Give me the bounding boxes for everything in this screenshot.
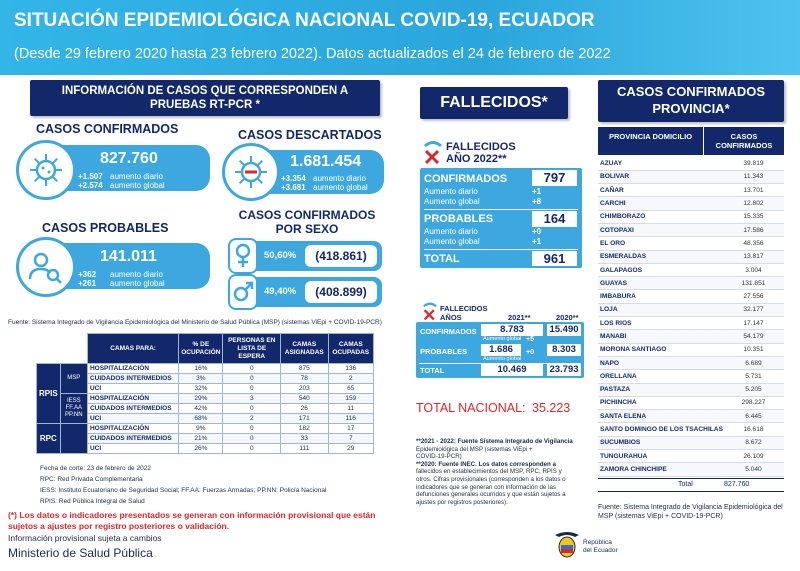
camas-type: CUIDADOS INTERMEDIOS: [87, 434, 178, 444]
camas-note-0: Fecha de corte: 23 de febrero de 2022: [40, 465, 151, 472]
camas-assigned: 111: [281, 444, 328, 454]
f22-total-value: 961: [532, 251, 577, 266]
f22-p-diario-label: Aumento diario: [424, 227, 478, 236]
probables-daily: +362: [78, 270, 97, 279]
camas-type: CUIDADOS INTERMEDIOS: [87, 404, 178, 414]
camas-assigned: 33: [281, 434, 328, 444]
fallecidos-years-title-2: AÑOS: [440, 313, 462, 322]
probables-global: +261: [78, 279, 97, 288]
provincia-casos: 3.004: [723, 263, 784, 276]
provincia-name: LOJA: [598, 303, 723, 316]
camas-wait: 0: [223, 364, 281, 374]
provincia-casos: 48.356: [723, 237, 784, 250]
fy-t2021: 10.469: [481, 364, 543, 376]
fy-p2021: 1.686: [481, 344, 521, 356]
camas-header-row: [37, 334, 374, 364]
provincia-casos: 298.227: [723, 396, 784, 409]
total-nacional-label: TOTAL NACIONAL:: [416, 401, 526, 415]
camas-assigned: 171: [281, 414, 328, 424]
provincia-name: ESMERALDAS: [598, 250, 723, 263]
provincia-casos: 54.179: [723, 330, 784, 343]
descartados-daily-label: aumento diario: [313, 174, 366, 183]
years-col-2021: 2021**: [508, 313, 531, 322]
camas-assigned: 182: [281, 424, 328, 434]
page-subtitle: (Desde 29 febrero 2020 hasta 23 febrero 2022). Datos actualizados el 24 de febrero de 2022: [14, 46, 611, 62]
casos-col-header: CASOS CONFIRMADOS: [704, 127, 784, 155]
camas-row: [37, 374, 374, 384]
provincia-row: [598, 290, 784, 303]
camas-header-pct: % DE OCUPACIÓN: [179, 334, 223, 364]
provincia-row: [598, 263, 784, 276]
deceased-years-icon: [420, 301, 440, 321]
fallecidos-banner: FALLECIDOS*: [420, 87, 568, 119]
provincia-casos: 5.205: [723, 383, 784, 396]
provincia-name: MORONA SANTIAGO: [598, 343, 723, 356]
provincia-casos: 5.040: [723, 463, 784, 476]
camas-row: [37, 364, 374, 374]
fy-confirmados-label: CONFIRMADOS: [420, 327, 477, 336]
fallecidos-notes: [416, 438, 591, 506]
provincia-row: [598, 370, 784, 383]
camas-type: HOSPITALIZACIÓN: [87, 364, 178, 374]
provincia-row: [598, 157, 784, 170]
female-icon-box: [228, 238, 258, 274]
f22-c-diario-label: Aumento diario: [424, 187, 478, 196]
probables-daily-label: aumento diario: [110, 270, 163, 279]
provincia-row: [598, 410, 784, 423]
camas-group-label: MSP: [60, 364, 87, 394]
confirmados-global-label: aumento global: [110, 181, 165, 190]
provincia-casos: 13.817: [723, 250, 784, 263]
logo-line2: del Ecuador: [583, 547, 618, 554]
camas-header-wait: PERSONAS EN LISTA DE ESPERA: [223, 334, 281, 364]
camas-assigned: 203: [281, 384, 328, 394]
f22-c-global-value: +8: [532, 197, 542, 206]
camas-row: [37, 404, 374, 414]
fy-probables-label: PROBABLES: [420, 347, 468, 356]
deceased-icon: [420, 139, 446, 165]
provincia-casos: 8.672: [723, 436, 784, 449]
provincia-row: [598, 303, 784, 316]
fallecidos-note-line: otros. Cifras provisionales (corresponden a los datos o: [416, 475, 566, 483]
descartados-title: CASOS DESCARTADOS: [238, 128, 382, 142]
camas-type: HOSPITALIZACIÓN: [87, 424, 178, 434]
probables-title: CASOS PROBABLES: [42, 221, 169, 235]
provincia-total-label: Total: [678, 481, 693, 488]
fallecidos-2022-title-2: AÑO 2022**: [446, 153, 507, 165]
confirmados-icon-circle: [16, 140, 76, 200]
fy-t2020: 23.793: [547, 364, 581, 376]
provincia-casos: 26.109: [723, 450, 784, 463]
provincia-casos: 6.689: [723, 356, 784, 369]
years-col-2020: 2020**: [556, 313, 579, 322]
provincia-name: PICHINCHA: [598, 396, 723, 409]
provincia-name: CAÑAR: [598, 184, 723, 197]
f22-confirmados-label: CONFIRMADOS: [424, 173, 508, 185]
camas-occupied: 29: [328, 444, 373, 454]
camas-header-type: CAMAS PARA:: [87, 334, 178, 364]
camas-row: [37, 434, 374, 444]
camas-assigned: 540: [281, 394, 328, 404]
provincia-casos: 10.351: [723, 343, 784, 356]
provincia-row: [598, 356, 784, 369]
camas-wait: 0: [223, 384, 281, 394]
confirmados-title: CASOS CONFIRMADOS: [36, 122, 179, 136]
sexo-title: CASOS CONFIRMADOS POR SEXO: [238, 208, 376, 236]
fy-p2020: 8.303: [547, 344, 581, 356]
rtpcr-source: Fuente: Sistema Integrado de Vigilancia Epidemiológica del Ministerio de Salud Pública (MSP) (sistemas ViEpi + COVID-19-PCR): [8, 319, 382, 326]
confirmados-daily-label: aumento diario: [110, 172, 163, 181]
camas-table: [36, 333, 374, 454]
provincia-casos: 131.851: [723, 277, 784, 290]
rtpcr-banner: INFORMACIÓN DE CASOS QUE CORRESPONDEN A PRUEBAS RT-PCR *: [30, 80, 380, 116]
camas-note-3: RPIS: Red Pública Integral de Salud: [40, 498, 145, 505]
provincia-name: ZAMORA CHINCHIPE: [598, 463, 723, 476]
camas-occupied: 7: [328, 434, 373, 444]
camas-wait: 0: [223, 404, 281, 414]
provincia-casos: 12.802: [723, 197, 784, 210]
fy-c2021-sub: Aumento global: [483, 336, 522, 342]
male-value: 408.899: [319, 285, 363, 299]
camas-note-1: RPC: Red Privada Complementaria: [40, 476, 143, 483]
ministry-name: Ministerio de Salud Pública: [8, 546, 153, 560]
camas-header-assigned: CAMAS ASIGNADAS: [281, 334, 328, 364]
provincia-casos: 15.335: [723, 210, 784, 223]
fy-p2021-inc: +0: [526, 349, 534, 356]
camas-pct: 26%: [179, 444, 223, 454]
camas-assigned: 26: [281, 404, 328, 414]
person-search-icon: [26, 247, 66, 287]
camas-row: [37, 424, 374, 434]
camas-type: UCI: [87, 384, 178, 394]
provincia-name: PASTAZA: [598, 383, 723, 396]
provincia-total-row: [598, 478, 784, 492]
disclaimer-line1: (*) Los datos o indicadores presentados se generan con información provisional que están: [8, 510, 376, 520]
fallecidos-note-line: **2021 - 2022: Fuente Sistema Integrado de Vigilancia: [416, 438, 573, 445]
f22-probables-label: PROBABLES: [424, 213, 494, 225]
provincia-casos: 39.819: [723, 157, 784, 170]
camas-pct: 68%: [179, 414, 223, 424]
provincia-row: [598, 463, 784, 476]
provincia-casos: 11.343: [723, 170, 784, 183]
camas-occupied: 116: [328, 414, 373, 424]
confirmados-value: 827.760: [100, 150, 158, 167]
fallecidos-2022-title-1: FALLECIDOS: [446, 141, 516, 153]
fallecidos-note-line: indicadores que se generan con información de las: [416, 483, 556, 491]
provincia-total-value: 827.760: [724, 481, 750, 488]
provincia-name: MANABI: [598, 330, 723, 343]
camas-occupied: 159: [328, 394, 373, 404]
camas-row: [37, 444, 374, 454]
provincia-casos: 32.177: [723, 303, 784, 316]
camas-type: CUIDADOS INTERMEDIOS: [87, 374, 178, 384]
provincia-row: [598, 197, 784, 210]
male-icon-box: [228, 274, 258, 310]
camas-pct: 29%: [179, 394, 223, 404]
provincia-name: IMBABURA: [598, 290, 723, 303]
provincia-name: AZUAY: [598, 157, 723, 170]
camas-occupied: 65: [328, 384, 373, 394]
provincia-row: [598, 343, 784, 356]
f22-confirmados-value: 797: [532, 170, 577, 186]
virus-icon: [26, 150, 66, 190]
probables-global-label: aumento global: [110, 279, 165, 288]
provincia-name: LOS RIOS: [598, 317, 723, 330]
disclaimer-line3: Información provisional sujeta a cambios: [8, 533, 162, 543]
provincia-name: CARCHI: [598, 197, 723, 210]
probables-icon-circle: [16, 237, 76, 297]
provincia-casos: 6.445: [723, 410, 784, 423]
fy-c2020: 15.490: [547, 324, 581, 336]
camas-assigned: 78: [281, 374, 328, 384]
f22-p-diario-value: +0: [532, 227, 542, 236]
fallecidos-years-title-1: FALLECIDOS: [440, 304, 488, 313]
f22-p-global-value: +1: [532, 237, 542, 246]
camas-group-label: IESS FF.AA PP.NN: [60, 394, 87, 424]
provincia-row: [598, 223, 784, 236]
probables-value: 141.011: [100, 248, 157, 265]
provincia-row: [598, 436, 784, 449]
provincia-row: [598, 383, 784, 396]
confirmados-global: +2.574: [78, 181, 103, 190]
camas-wait: 0: [223, 424, 281, 434]
camas-occupied: 2: [328, 374, 373, 384]
fy-c2021-inc: +5: [526, 336, 534, 343]
virus-minus-icon: [231, 152, 271, 192]
provincia-name: SUCUMBIOS: [598, 436, 723, 449]
provincia-row: [598, 317, 784, 330]
camas-row: [37, 394, 374, 404]
provincia-name: ORELLANA: [598, 370, 723, 383]
disclaimer-line2: sujetos a ajustes por registro posteriores o validación.: [8, 521, 230, 531]
fallecidos-note-line: COVID-19-PCR): [416, 453, 462, 461]
descartados-global: +3.681: [281, 183, 306, 192]
camas-group-label: [60, 424, 87, 454]
provincia-casos: 27.556: [723, 290, 784, 303]
female-pct: 50,60%: [264, 250, 297, 261]
descartados-value: 1.681.454: [290, 153, 362, 170]
male-icon: [232, 281, 254, 303]
descartados-global-label: aumento global: [313, 183, 368, 192]
camas-wait: 3: [223, 394, 281, 404]
provincia-col-header: PROVINCIA DOMICILIO: [598, 127, 703, 155]
camas-wait: 0: [223, 434, 281, 444]
fy-total-label: TOTAL: [420, 366, 445, 375]
camas-occupied: 17: [328, 424, 373, 434]
coat-of-arms-icon: [553, 529, 581, 561]
female-value: 418.861: [319, 249, 363, 263]
camas-assigned: 875: [281, 364, 328, 374]
provincia-row: [598, 277, 784, 290]
provincia-row: [598, 184, 784, 197]
camas-wait: 2: [223, 414, 281, 424]
camas-row: [37, 414, 374, 424]
provincia-name: SANTO DOMINGO DE LOS TSACHILAS: [598, 423, 723, 436]
descartados-icon-circle: [222, 143, 280, 201]
provincia-row: [598, 396, 784, 409]
confirmados-daily: +1.507: [78, 172, 103, 181]
provincia-row: [598, 450, 784, 463]
fallecidos-note-line: Epidemiológica del MSP (sistemas ViEpi +: [416, 445, 533, 453]
provincia-casos: 17.586: [723, 223, 784, 236]
provincia-name: COTOPAXI: [598, 223, 723, 236]
fallecidos-note-line: **2020: Fuente INEC. Los datos corresponden a: [416, 460, 556, 468]
provincia-row: [598, 250, 784, 263]
female-icon: [233, 243, 253, 269]
provincia-row: [598, 330, 784, 343]
f22-total-label: TOTAL: [424, 253, 460, 265]
provincia-name: EL ORO: [598, 237, 723, 250]
provincia-row: [598, 237, 784, 250]
camas-occupied: 136: [328, 364, 373, 374]
provincia-name: NAPO: [598, 356, 723, 369]
camas-type: UCI: [87, 414, 178, 424]
provincia-name: GALAPAGOS: [598, 263, 723, 276]
camas-pct: 16%: [179, 364, 223, 374]
f22-c-global-label: Aumento global: [424, 197, 480, 206]
provincia-banner: CASOS CONFIRMADOS PROVINCIA*: [598, 80, 784, 122]
provincia-table: [598, 157, 784, 477]
provincia-name: BOLIVAR: [598, 170, 723, 183]
male-value-box: ( 408.899 ): [305, 281, 377, 303]
fallecidos-note-line: fallecidos en establecimientos del MSP, RPC, RPIS y: [416, 468, 562, 476]
f22-c-diario-value: +1: [532, 187, 542, 196]
provincia-casos: 17.147: [723, 317, 784, 330]
female-value-box: ( 418.861 ): [305, 245, 377, 267]
provincia-casos: 16.618: [723, 423, 784, 436]
provincia-casos: 5.731: [723, 370, 784, 383]
camas-type: HOSPITALIZACIÓN: [87, 394, 178, 404]
camas-rpis-label: RPIS: [37, 364, 61, 424]
camas-group-rpc-side: RPC: [37, 424, 61, 454]
camas-pct: 9%: [179, 424, 223, 434]
fallecidos-note-line: defunciones generales ocurridos y que están sujetos a: [416, 491, 566, 499]
provincia-name: GUAYAS: [598, 277, 723, 290]
logo-line1: República: [583, 539, 612, 546]
cross-icon-2022: [420, 139, 446, 170]
provincia-row: [598, 423, 784, 436]
descartados-daily: +3.354: [281, 174, 306, 183]
camas-row: [37, 384, 374, 394]
provincia-casos: 13.701: [723, 184, 784, 197]
f22-p-global-label: Aumento global: [424, 237, 480, 246]
total-nacional-value: 35.223: [532, 401, 571, 415]
provincia-name: CHIMBORAZO: [598, 210, 723, 223]
f22-probables-value: 164: [532, 211, 577, 227]
provincia-name: SANTA ELENA: [598, 410, 723, 423]
camas-header-occupied: CAMAS OCUPADAS: [328, 334, 373, 364]
header-banner: [0, 0, 800, 75]
camas-pct: 42%: [179, 404, 223, 414]
provincia-row: [598, 210, 784, 223]
fallecidos-note-line: ajustes por registros posteriores).: [416, 498, 508, 506]
ecuador-logo: [553, 529, 625, 563]
fy-c2021: 8.783: [481, 324, 543, 336]
provincia-source: Fuente: Sistema Integrado de Vigilancia Epidemiológica del MSP (sistemas ViEpi + COVID-19-PCR): [598, 504, 783, 520]
page-title: SITUACIÓN EPIDEMIOLÓGICA NACIONAL COVID-19, ECUADOR: [14, 10, 595, 31]
male-pct: 49,40%: [264, 286, 297, 297]
camas-type: UCI: [87, 444, 178, 454]
camas-wait: 0: [223, 444, 281, 454]
camas-wait: 0: [223, 374, 281, 384]
camas-pct: 21%: [179, 434, 223, 444]
camas-pct: 3%: [179, 374, 223, 384]
provincia-name: TUNGURAHUA: [598, 450, 723, 463]
camas-occupied: 11: [328, 404, 373, 414]
camas-note-2: IESS: Instituto Ecuatoriano de Seguridad Social; FF.AA: Fuerzas Armadas; PP.NN: Policía Nacional: [40, 487, 327, 494]
provincia-row: [598, 170, 784, 183]
camas-pct: 32%: [179, 384, 223, 394]
fy-p2021-sub: Aumento global: [483, 356, 522, 362]
